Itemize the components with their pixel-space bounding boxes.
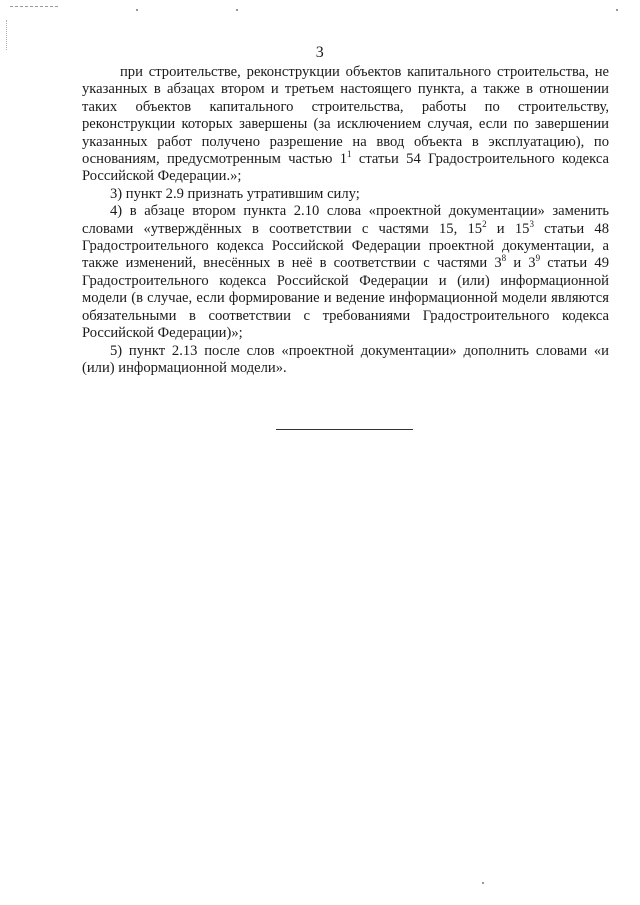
scan-speck — [482, 882, 484, 884]
paragraph-text: 3) пункт 2.9 признать утратившим силу; — [110, 185, 360, 202]
paragraph-p4 — [82, 343, 609, 378]
superscript-index: 2 — [482, 218, 487, 229]
superscript-index: 8 — [501, 253, 507, 264]
paragraph-text: статьи 49 Градостроительного кодекса Российской Федерации и (или) информационной модели (в случае, если формирование и ведение информационной модели являются обязательными в соответствии с требованиями Градостроительного кодекса Российской Федерации)»; — [82, 255, 609, 342]
paragraph-text: 5) пункт 2.13 после слов «проектной документации» дополнить словами «и (или) информационной модели». — [82, 342, 609, 376]
scan-speck — [236, 9, 238, 11]
end-of-text-rule — [276, 429, 413, 430]
paragraph-text: и 3 — [506, 255, 536, 272]
scan-speck — [136, 9, 138, 11]
superscript-index: 3 — [529, 218, 534, 229]
paragraph-p1 — [82, 64, 609, 186]
paragraph-text: 4) в абзаце втором пункта 2.10 слова «проектной документации» заменить словами «утверждённых в соответствии с частями 15, 15 — [82, 203, 609, 237]
superscript-index: 9 — [535, 253, 541, 264]
paragraph-p3 — [82, 203, 609, 342]
paragraph-text: статьи 54 Градостроительного кодекса Российской Федерации.»; — [82, 151, 610, 185]
page-number: 3 — [315, 44, 325, 61]
document-body — [82, 64, 609, 377]
scan-speck — [616, 9, 618, 11]
superscript-index: 1 — [347, 149, 352, 160]
paragraph-text: статьи 48 Градостроительного кодекса Российской Федерации проектной документации, а также изменений, внесённых в неё в соответствии с частями 3 — [82, 220, 609, 272]
paragraph-p2 — [82, 186, 609, 203]
paragraph-text: при строительстве, реконструкции объектов капитального строительства, не указанных в абзацах втором и третьем настоящего пункта, а также в отношении таких объектов капитального строительства, работы по строительству, реконструкции которых завершены (за исключением случая, если по завершении указанных работ получено разрешение на ввод объекта в эксплуатацию), по основаниям, предусмотренным частью 1 — [82, 64, 609, 168]
scan-artifact-top-left — [10, 6, 58, 7]
paragraph-text: и 15 — [486, 220, 530, 237]
